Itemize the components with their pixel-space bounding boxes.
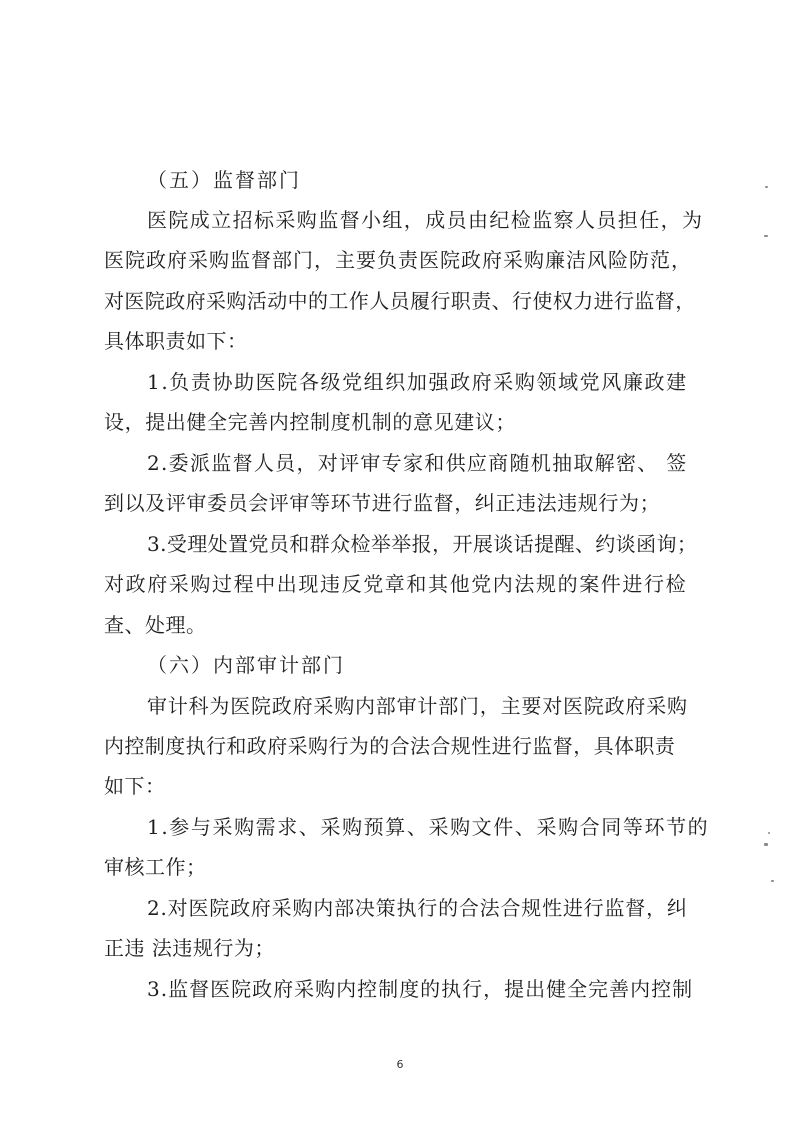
list-item: 2.对医院政府采购内部决策执行的合法合规性进行监督，纠 — [147, 896, 688, 920]
paragraph-line: 医院政府采购监督部门，主要负责医院政府采购廉洁风险防范， — [104, 248, 692, 272]
scan-speck — [768, 832, 770, 834]
scan-speck — [771, 880, 774, 882]
page-number: 6 — [396, 1058, 404, 1071]
paragraph-line: 具体职责如下： — [104, 329, 248, 353]
paragraph-line: 医院成立招标采购监督小组，成员由纪检监察人员担任，为 — [147, 208, 704, 232]
section-heading-internal-audit: （六）内部审计部门 — [147, 653, 345, 677]
paragraph-line: 对医院政府采购活动中的工作人员履行职责、行使权力进行监督， — [104, 289, 696, 313]
list-item: 到以及评审委员会评审等环节进行监督，纠正违法违规行为； — [104, 491, 661, 515]
paragraph-line: 审计科为医院政府采购内部审计部门，主要对医院政府采购 — [147, 694, 688, 718]
scan-speck — [764, 235, 768, 237]
list-item: 对政府采购过程中出现违反党章和其他党内法规的案件进行检 — [104, 572, 688, 596]
section-heading-supervision: （五）监督部门 — [147, 168, 301, 192]
list-item: 3.受理处置党员和群众检举举报，开展谈话提醒、约谈函询； — [147, 532, 698, 556]
list-item: 查、处理。 — [104, 613, 207, 637]
list-item: 1.参与采购需求、采购预算、采购文件、采购合同等环节的 — [147, 815, 710, 839]
paragraph-line: 内控制度执行和政府采购行为的合法合规性进行监督，具体职责 — [104, 734, 676, 758]
list-item: 3.监督医院政府采购内控制度的执行，提出健全完善内控制 — [147, 977, 694, 1001]
list-item: 1.负责协助医院各级党组织加强政府采购领域党风廉政建 — [147, 370, 688, 394]
list-item: 2.委派监督人员，对评审专家和供应商随机抽取解密、 签 — [147, 451, 688, 475]
paragraph-line: 如下： — [104, 774, 166, 798]
scan-speck — [764, 843, 768, 846]
scan-speck — [765, 186, 768, 188]
list-item: 设，提出健全完善内控制度机制的意见建议； — [104, 410, 516, 434]
list-item: 正违 法违规行为； — [104, 936, 275, 960]
list-item: 审核工作； — [104, 855, 207, 879]
